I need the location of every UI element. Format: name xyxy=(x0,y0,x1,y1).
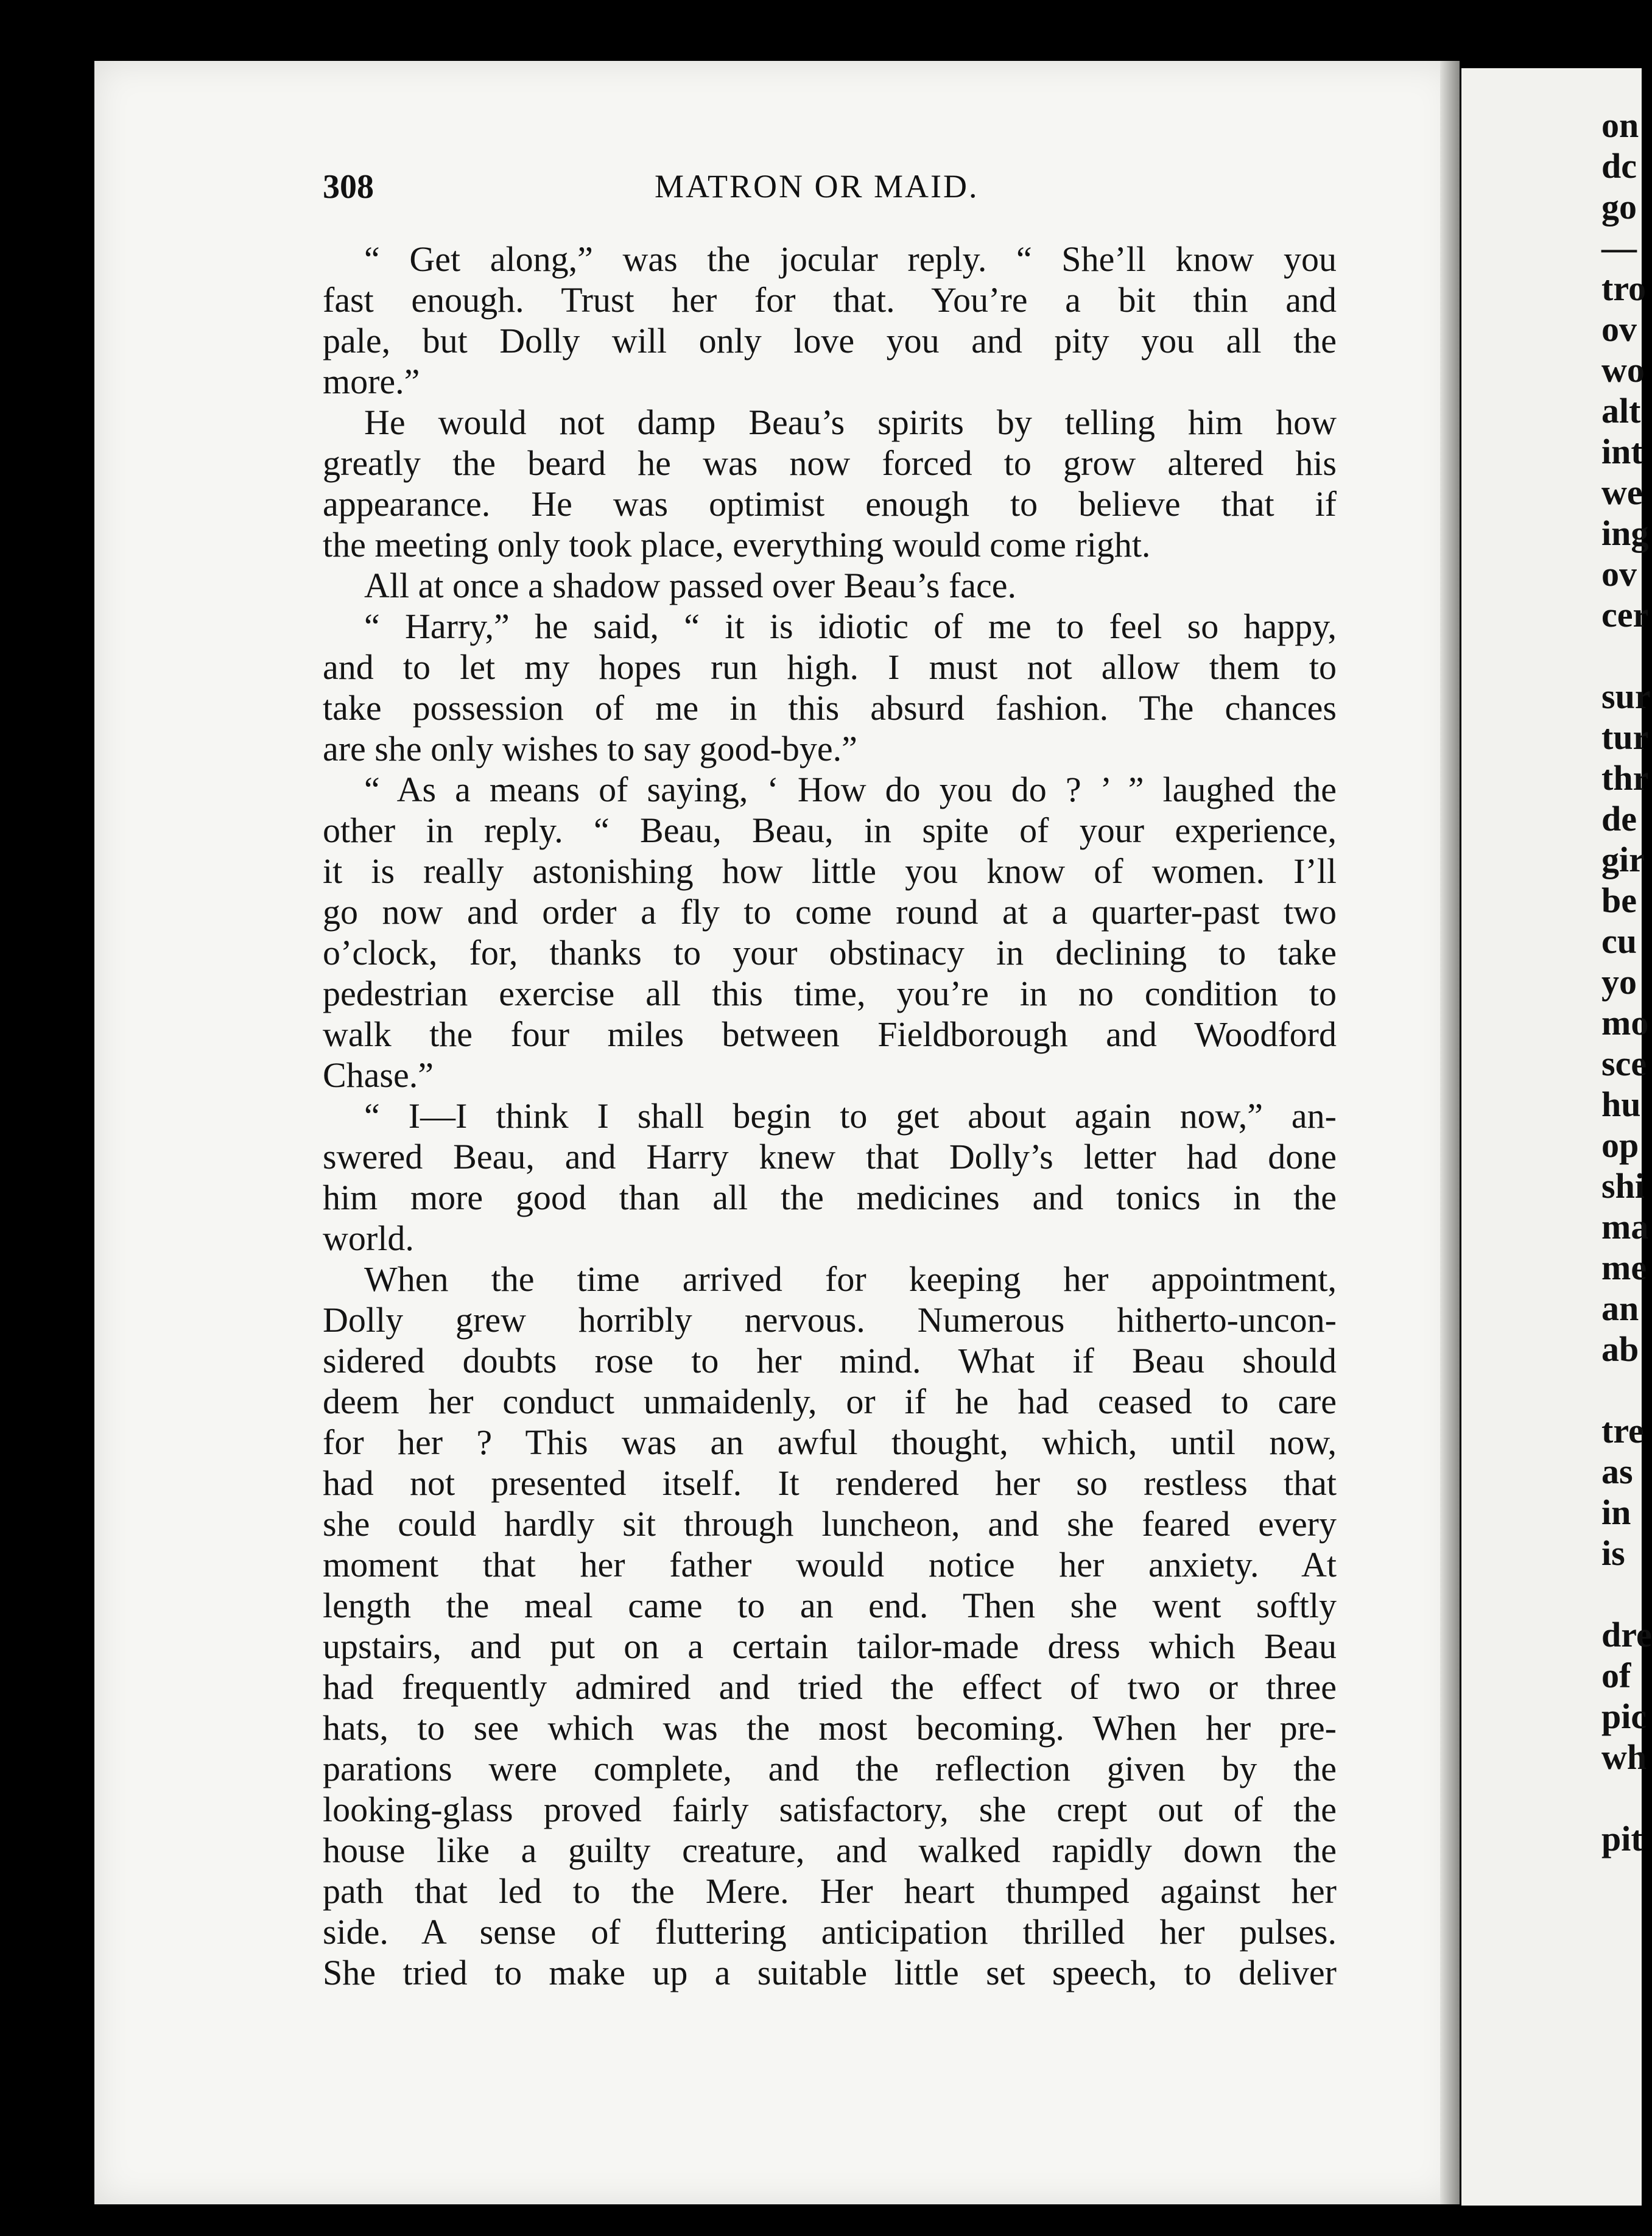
text-line: it is really astonishing how little you know of women. I’ll xyxy=(323,851,1337,891)
text-line: she could hardly sit through luncheon, and she feared every xyxy=(323,1504,1337,1544)
text-line: hats, to see which was the most becoming. When her pre- xyxy=(323,1708,1337,1748)
facing-page-fragment: as xyxy=(1601,1452,1633,1491)
facing-page-fragment: pit xyxy=(1601,1819,1643,1858)
text-line: looking-glass proved fairly satisfactory, she crept out of the xyxy=(323,1790,1337,1829)
facing-page-fragment: yo xyxy=(1601,962,1637,1002)
text-line: When the time arrived for keeping her appointment, xyxy=(364,1259,1337,1299)
facing-page-fragment: of xyxy=(1601,1656,1631,1695)
facing-page-fragment: wo xyxy=(1601,350,1645,390)
facing-page-fragment: ov xyxy=(1601,554,1637,594)
text-line: pale, but Dolly will only love you and pity you all the xyxy=(323,321,1337,360)
text-line: for her ? This was an awful thought, which, until now, xyxy=(323,1422,1337,1462)
facing-page-fragment: an xyxy=(1601,1289,1639,1328)
text-line: had frequently admired and tried the effect of two or three xyxy=(323,1667,1337,1707)
text-line: pedestrian exercise all this time, you’re in no condition to xyxy=(323,974,1337,1013)
facing-page-fragment: op xyxy=(1601,1125,1639,1165)
facing-page-fragment: be xyxy=(1601,881,1637,920)
text-line: had not presented itself. It rendered her so restless that xyxy=(323,1463,1337,1503)
text-line: the meeting only took place, everything would come right. xyxy=(323,525,1151,564)
facing-page-fragment: is xyxy=(1601,1533,1625,1573)
text-line: other in reply. “ Beau, Beau, in spite of your experience, xyxy=(323,810,1337,850)
text-line: go now and order a fly to come round at a quarter-past two xyxy=(323,892,1337,932)
text-line: him more good than all the medicines and tonics in the xyxy=(323,1178,1337,1217)
facing-page-fragment: int xyxy=(1601,432,1643,471)
text-line: and to let my hopes run high. I must not allow them to xyxy=(323,647,1337,687)
facing-page-fragment: go xyxy=(1601,187,1637,227)
text-line: walk the four miles between Fieldborough and Woodford xyxy=(323,1014,1337,1054)
facing-page-fragment: ab xyxy=(1601,1329,1639,1369)
text-line: He would not damp Beau’s spirits by telling him how xyxy=(364,403,1337,442)
facing-page-fragment: in xyxy=(1601,1492,1631,1532)
facing-page-fragment: mo xyxy=(1601,1003,1649,1042)
text-line: All at once a shadow passed over Beau’s face. xyxy=(364,566,1016,605)
page-gutter xyxy=(1440,61,1460,2204)
facing-page-fragment: cer xyxy=(1601,595,1649,635)
text-line: swered Beau, and Harry knew that Dolly’s letter had done xyxy=(323,1137,1337,1176)
text-line: length the meal came to an end. Then she went softly xyxy=(323,1586,1337,1625)
text-line: appearance. He was optimist enough to believe that if xyxy=(323,484,1337,524)
facing-page-fragment: de xyxy=(1601,799,1637,838)
facing-page-fragment: ov xyxy=(1601,309,1637,349)
text-line: upstairs, and put on a certain tailor-made dress which Beau xyxy=(323,1626,1337,1666)
text-line: “ Get along,” was the jocular reply. “ She’ll know you xyxy=(364,239,1337,279)
text-line: “ Harry,” he said, “ it is idiotic of me to feel so happy, xyxy=(364,606,1337,646)
facing-page-fragment: ing xyxy=(1601,513,1649,553)
body-text xyxy=(323,239,1337,1993)
facing-page-fragment: sur xyxy=(1601,677,1651,716)
text-line: Dolly grew horribly nervous. Numerous hitherto-uncon- xyxy=(323,1300,1337,1340)
facing-page-fragment: cu xyxy=(1601,921,1637,961)
page-number: 308 xyxy=(323,168,374,206)
facing-page-fragment: hu xyxy=(1601,1085,1641,1124)
facing-page-fragment: thr xyxy=(1601,758,1649,798)
facing-page-fragment: we xyxy=(1601,473,1643,512)
facing-page-fragment: wh xyxy=(1601,1737,1647,1777)
text-line: o’clock, for, thanks to your obstinacy in declining to take xyxy=(323,933,1337,972)
running-head: MATRON OR MAID. xyxy=(655,168,979,205)
text-line: moment that her father would notice her anxiety. At xyxy=(323,1545,1337,1584)
text-line: “ I—I think I shall begin to get about again now,” an- xyxy=(364,1096,1337,1136)
facing-page-fragment: pic xyxy=(1601,1696,1647,1736)
facing-page-fragment: me xyxy=(1601,1248,1647,1287)
text-line: side. A sense of fluttering anticipation thrilled her pulses. xyxy=(323,1912,1337,1952)
facing-page-fragment: ma xyxy=(1601,1207,1649,1246)
facing-page-fragment: on xyxy=(1601,105,1639,145)
page-header xyxy=(323,167,1337,216)
facing-page-fragment: alt xyxy=(1601,391,1641,431)
text-line: parations were complete, and the reflection given by the xyxy=(323,1749,1337,1788)
facing-page-fragment: tro xyxy=(1601,269,1647,308)
text-line: greatly the beard he was now forced to grow altered his xyxy=(323,443,1337,483)
text-line: house like a guilty creature, and walked rapidly down the xyxy=(323,1830,1337,1870)
facing-page-fragment: gir xyxy=(1601,840,1645,879)
text-line: path that led to the Mere. Her heart thumped against her xyxy=(323,1871,1337,1911)
facing-page-fragment: — xyxy=(1601,228,1637,267)
text-line: sidered doubts rose to her mind. What if Beau should xyxy=(323,1341,1337,1380)
facing-page-fragment: sce xyxy=(1601,1044,1647,1083)
facing-page-edge xyxy=(1461,68,1652,2206)
text-line: fast enough. Trust her for that. You’re a bit thin and xyxy=(323,280,1337,320)
text-line: world. xyxy=(323,1218,414,1258)
text-line: She tried to make up a suitable little set speech, to deliver xyxy=(323,1953,1337,1992)
facing-page-fragment: dre xyxy=(1601,1615,1652,1654)
text-line: “ As a means of saying, ‘ How do you do ? ’ ” laughed the xyxy=(364,770,1337,809)
facing-page-fragment: dc xyxy=(1601,146,1637,186)
text-line: Chase.” xyxy=(323,1055,434,1095)
facing-page-fragment: tur xyxy=(1601,717,1649,757)
text-line: more.” xyxy=(323,362,420,401)
facing-page-fragment: tre xyxy=(1601,1411,1644,1450)
facing-page-fragment: shi xyxy=(1601,1166,1645,1206)
text-line: take possession of me in this absurd fashion. The chances xyxy=(323,688,1337,728)
text-line: are she only wishes to say good-bye.” xyxy=(323,729,857,768)
text-line: deem her conduct unmaidenly, or if he had ceased to care xyxy=(323,1382,1337,1421)
